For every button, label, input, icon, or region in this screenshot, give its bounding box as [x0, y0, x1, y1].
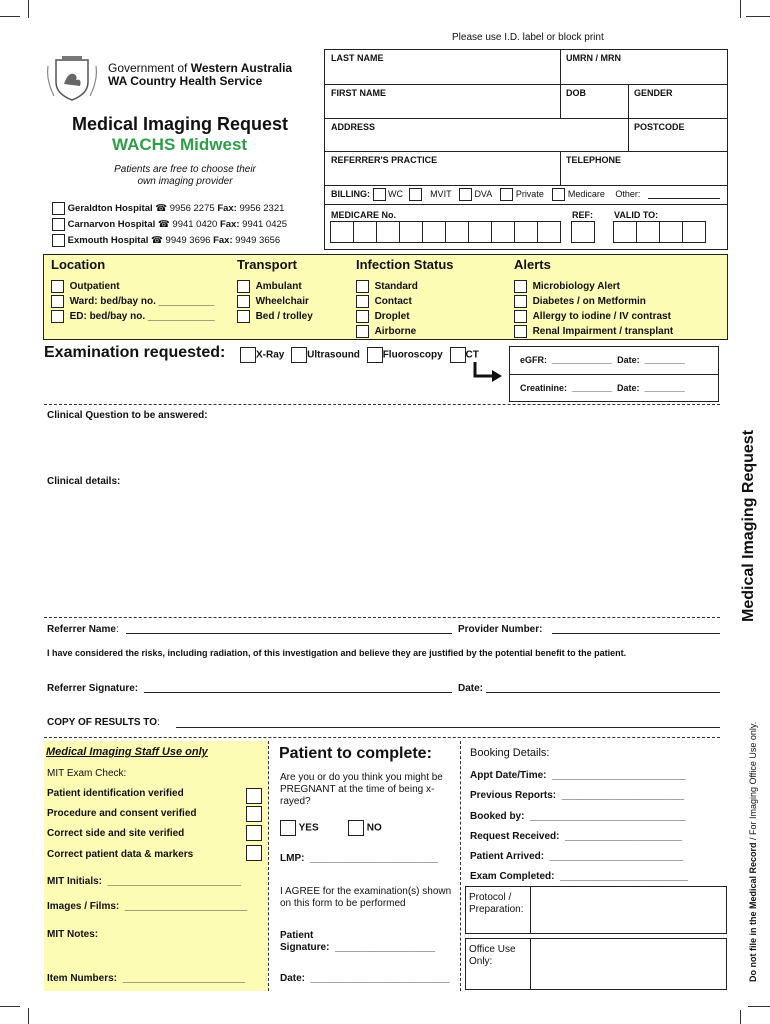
transport-title: Transport — [237, 257, 297, 272]
agree-statement: I AGREE for the examination(s) shown on this form to be performed — [280, 886, 452, 909]
no-label: NO — [366, 822, 382, 834]
staff-title: Medical Imaging Staff Use only — [46, 746, 208, 758]
office-use-line2: Only: — [469, 956, 493, 967]
logo-text — [108, 62, 292, 88]
billing-option: MVIT — [430, 188, 452, 199]
crop-mark — [748, 1006, 770, 1007]
location-option: ED: bed/bay no. ____________ — [69, 311, 215, 322]
hospital-name: Carnarvon Hospital — [67, 219, 156, 231]
staff-checkbox[interactable] — [246, 825, 262, 841]
transport-list — [237, 279, 313, 324]
lmp-field[interactable]: LMP: _______________________ — [280, 853, 438, 864]
hospital-name: Exmouth Hospital — [67, 235, 149, 247]
yes-checkbox[interactable] — [280, 820, 296, 836]
transport-option: Wheelchair — [255, 296, 309, 307]
billing-checkbox[interactable] — [552, 188, 565, 201]
office-use-line1: Office Use — [469, 944, 516, 955]
ref-label: REF: — [572, 210, 593, 220]
crop-mark — [0, 1006, 20, 1007]
logo-wachs: WA Country Health Service — [108, 74, 263, 88]
alert-option: Allergy to iodine / IV contrast — [532, 311, 671, 322]
other-label: Other: — [615, 188, 641, 199]
phone-icon: ☎ — [157, 219, 170, 231]
staff-check-2: Procedure and consent verified — [47, 808, 197, 819]
form-title: Medical Imaging Request — [72, 114, 289, 134]
infection-option: Droplet — [374, 311, 410, 322]
divider — [628, 118, 629, 151]
referrer-practice-label: REFERRER'S PRACTICE — [331, 155, 438, 165]
office-use-label — [469, 944, 516, 968]
referrer-date-label: Date: — [458, 683, 484, 694]
consent-statement: I have considered the risks, including radiation, of this investigation and believe they are justified by the potential benefit to the patient. — [47, 648, 627, 658]
billing-row — [331, 188, 640, 201]
divider — [324, 118, 728, 119]
hospital-fax: 9956 2321 — [239, 203, 285, 215]
referrer-signature-label: Referrer Signature: — [47, 683, 139, 694]
infection-option: Standard — [374, 281, 418, 292]
booked-by-field[interactable]: Booked by: ____________________________ — [470, 811, 686, 822]
booking-title: Booking Details: — [470, 747, 550, 759]
clinical-details-area[interactable] — [44, 490, 720, 615]
hospital-fax: 9941 0425 — [242, 219, 288, 231]
alert-option: Diabetes / on Metformin — [532, 296, 646, 307]
divider — [560, 151, 561, 185]
referrer-name-field[interactable] — [126, 633, 452, 634]
infection-list — [356, 279, 418, 339]
hospital-phone: 9956 2275 — [169, 203, 215, 215]
postcode-label: POSTCODE — [634, 122, 685, 132]
xray-checkbox[interactable] — [240, 347, 256, 363]
phone-icon: ☎ — [151, 235, 163, 247]
referrer-signature-field[interactable] — [144, 692, 452, 693]
billing-option: DVA — [474, 188, 492, 199]
transport-option: Bed / trolley — [255, 311, 313, 322]
referrer-date-field[interactable] — [486, 692, 720, 693]
billing-label: BILLING: — [331, 188, 370, 199]
protocol-label — [469, 892, 523, 916]
copy-results-text: COPY OF RESULTS TO — [47, 717, 158, 728]
divider — [44, 404, 720, 405]
mit-notes-label: MIT Notes: — [47, 929, 99, 940]
ct-checkbox[interactable] — [450, 347, 466, 363]
referrer-name-colon: : — [115, 624, 119, 635]
last-name-label: LAST NAME — [331, 53, 384, 63]
pregnant-yes — [280, 820, 319, 836]
divider — [530, 938, 531, 990]
referrer-name-label — [47, 624, 119, 635]
infection-checkbox[interactable] — [356, 310, 369, 323]
fax-label: Fax: — [213, 235, 233, 247]
divider — [530, 886, 531, 934]
billing-option: WC — [388, 188, 404, 199]
location-checkbox[interactable] — [51, 295, 64, 308]
yes-label: YES — [298, 822, 319, 834]
crop-mark — [740, 0, 741, 18]
provider-number-field[interactable] — [552, 633, 720, 634]
dob-label: DOB — [566, 88, 586, 98]
location-option: Ward: bed/bay no. __________ — [69, 296, 215, 307]
fax-label: Fax: — [219, 219, 240, 231]
pregnant-question: Are you or do you think you might be PREGNANT at the time of being x-rayed? — [280, 772, 443, 807]
hospital-checkbox[interactable] — [52, 234, 65, 247]
divider — [324, 185, 728, 186]
referrer-name-text: Referrer Name — [47, 624, 116, 635]
billing-checkbox[interactable] — [373, 188, 386, 201]
transport-checkbox[interactable] — [237, 280, 250, 293]
exam-option-fluoroscopy: Fluoroscopy — [382, 349, 443, 361]
side-footer-rest: / For Imaging Office Use only. — [748, 721, 758, 843]
choice-note-line1: Patients are free to choose their — [114, 164, 256, 175]
divider — [560, 49, 561, 118]
crest-logo — [44, 56, 100, 102]
alert-option: Microbiology Alert — [532, 281, 620, 292]
side-footer — [748, 722, 758, 982]
images-films-field[interactable]: Images / Films: ______________________ — [47, 901, 248, 912]
medicare-no-label: MEDICARE No. — [331, 210, 396, 220]
telephone-label: TELEPHONE — [566, 155, 622, 165]
provider-number-label: Provider Number: — [458, 624, 543, 635]
exam-option-ultrasound: Ultrasound — [307, 349, 360, 361]
billing-checkbox[interactable] — [459, 188, 472, 201]
patient-arrived-field[interactable]: Patient Arrived: ________________________ — [470, 851, 684, 862]
patient-signature-field[interactable] — [280, 930, 435, 954]
copy-results-label — [47, 717, 160, 728]
divider — [628, 84, 629, 118]
billing-checkbox[interactable] — [500, 188, 513, 201]
protocol-label-line2: Preparation: — [469, 904, 524, 915]
copy-results-colon: : — [157, 717, 160, 728]
gender-label: GENDER — [634, 88, 673, 98]
exam-title: Examination requested: — [44, 344, 226, 361]
creatinine-field[interactable]: Creatinine: ________ Date: ________ — [520, 383, 685, 393]
hospital-fax: 9949 3656 — [235, 235, 281, 247]
choice-note — [100, 164, 270, 188]
exam-options — [240, 347, 479, 363]
exam-completed-field[interactable]: Exam Completed: _______________________ — [470, 871, 688, 882]
staff-divider — [268, 741, 269, 991]
staff-checkbox[interactable] — [246, 806, 262, 822]
divider — [509, 374, 719, 375]
location-checkbox[interactable] — [51, 310, 64, 323]
staff-checkbox[interactable] — [246, 845, 262, 861]
divider — [324, 84, 728, 85]
alert-checkbox[interactable] — [514, 310, 527, 323]
logo-wa: Western Australia — [190, 61, 293, 75]
top-note: Please use I.D. label or block print — [452, 32, 604, 43]
staff-check-1: Patient identification verified — [47, 788, 184, 799]
hospital-name: Geraldton Hospital — [67, 203, 153, 215]
infection-title: Infection Status — [356, 257, 454, 272]
fax-label: Fax: — [217, 203, 237, 215]
medicare-number-boxes[interactable] — [330, 221, 561, 243]
location-list — [51, 279, 215, 324]
request-received-field[interactable]: Request Received: _____________________ — [470, 831, 682, 842]
hospital-phone: 9949 3696 — [165, 235, 211, 247]
exam-option-ct: CT — [465, 349, 479, 361]
clinical-question-label: Clinical Question to be answered: — [47, 410, 208, 421]
divider — [324, 151, 728, 152]
protocol-label-line1: Protocol / — [469, 892, 512, 903]
valid-to-label: VALID TO: — [614, 210, 659, 220]
hospital-list — [52, 202, 287, 250]
first-name-label: FIRST NAME — [331, 88, 386, 98]
item-numbers-field[interactable]: Item Numbers: ______________________ — [47, 973, 245, 984]
staff-check-3: Correct side and site verified — [47, 828, 185, 839]
transport-option: Ambulant — [255, 281, 302, 292]
egfr-field[interactable]: eGFR: ____________ Date: ________ — [520, 355, 685, 365]
ref-box[interactable] — [571, 221, 595, 243]
location-title: Location — [51, 257, 106, 272]
valid-to-boxes[interactable] — [613, 221, 706, 243]
ct-arrow-icon — [472, 362, 506, 387]
appt-field[interactable]: Appt Date/Time: ________________________ — [470, 770, 686, 781]
copy-results-field[interactable] — [176, 727, 720, 728]
infection-checkbox[interactable] — [356, 295, 369, 308]
hospital-row — [52, 202, 287, 218]
mit-exam-check: MIT Exam Check: — [47, 768, 127, 779]
clinical-details-label: Clinical details: — [47, 476, 121, 487]
crop-mark — [0, 16, 20, 17]
staff-check-4: Correct patient data & markers — [47, 849, 194, 860]
location-option: Outpatient — [69, 281, 120, 292]
divider — [44, 617, 720, 618]
form-subtitle: WACHS Midwest — [112, 135, 248, 154]
crop-mark — [746, 16, 770, 17]
infection-checkbox[interactable] — [356, 325, 369, 338]
clinical-question-area[interactable] — [44, 424, 720, 472]
infection-option: Contact — [374, 296, 412, 307]
patient-date-field[interactable]: Date: _________________________ — [280, 973, 450, 984]
alerts-list — [514, 279, 673, 339]
infection-checkbox[interactable] — [356, 280, 369, 293]
signature-label-line2: Signature: __________________ — [280, 942, 436, 953]
logo-gov: Government of — [108, 61, 191, 75]
pregnant-no — [348, 820, 382, 836]
hospital-checkbox[interactable] — [52, 202, 65, 215]
billing-checkbox[interactable] — [409, 188, 422, 201]
no-checkbox[interactable] — [348, 820, 364, 836]
transport-checkbox[interactable] — [237, 295, 250, 308]
exam-option-xray: X-Ray — [256, 349, 285, 361]
billing-option: Private — [515, 188, 544, 199]
transport-checkbox[interactable] — [237, 310, 250, 323]
ultrasound-checkbox[interactable] — [291, 347, 307, 363]
location-checkbox[interactable] — [51, 280, 64, 293]
alert-checkbox[interactable] — [514, 280, 527, 293]
staff-checkbox[interactable] — [246, 788, 262, 804]
choice-note-line2: own imaging provider — [137, 176, 233, 187]
fluoroscopy-checkbox[interactable] — [367, 347, 383, 363]
other-field[interactable] — [648, 198, 720, 199]
hospital-row — [52, 218, 287, 234]
side-footer-bold: Do not file in the Medical Record — [748, 842, 758, 982]
divider — [324, 204, 728, 205]
crest-icon — [44, 56, 100, 102]
crop-mark — [28, 1008, 29, 1024]
alert-checkbox[interactable] — [514, 295, 527, 308]
hospital-phone: 9941 0420 — [172, 219, 218, 231]
crop-mark — [740, 1010, 741, 1024]
mit-initials-field[interactable]: MIT Initials: ________________________ — [47, 876, 242, 887]
crop-mark — [28, 0, 29, 18]
signature-label-line1: Patient — [280, 930, 314, 941]
phone-icon: ☎ — [155, 203, 168, 215]
divider — [44, 737, 720, 738]
address-label: ADDRESS — [331, 122, 376, 132]
alert-option: Renal Impairment / transplant — [532, 326, 674, 337]
umrn-label: UMRN / MRN — [566, 53, 621, 63]
hospital-row — [52, 234, 287, 250]
alerts-title: Alerts — [514, 257, 551, 272]
billing-option: Medicare — [567, 188, 605, 199]
previous-reports-field[interactable]: Previous Reports: ______________________ — [470, 790, 685, 801]
side-title: Medical Imaging Request — [740, 429, 757, 622]
hospital-checkbox[interactable] — [52, 218, 65, 231]
booking-divider — [460, 741, 461, 991]
alert-checkbox[interactable] — [514, 325, 527, 338]
patient-title: Patient to complete: — [279, 745, 432, 762]
infection-option: Airborne — [374, 326, 417, 337]
